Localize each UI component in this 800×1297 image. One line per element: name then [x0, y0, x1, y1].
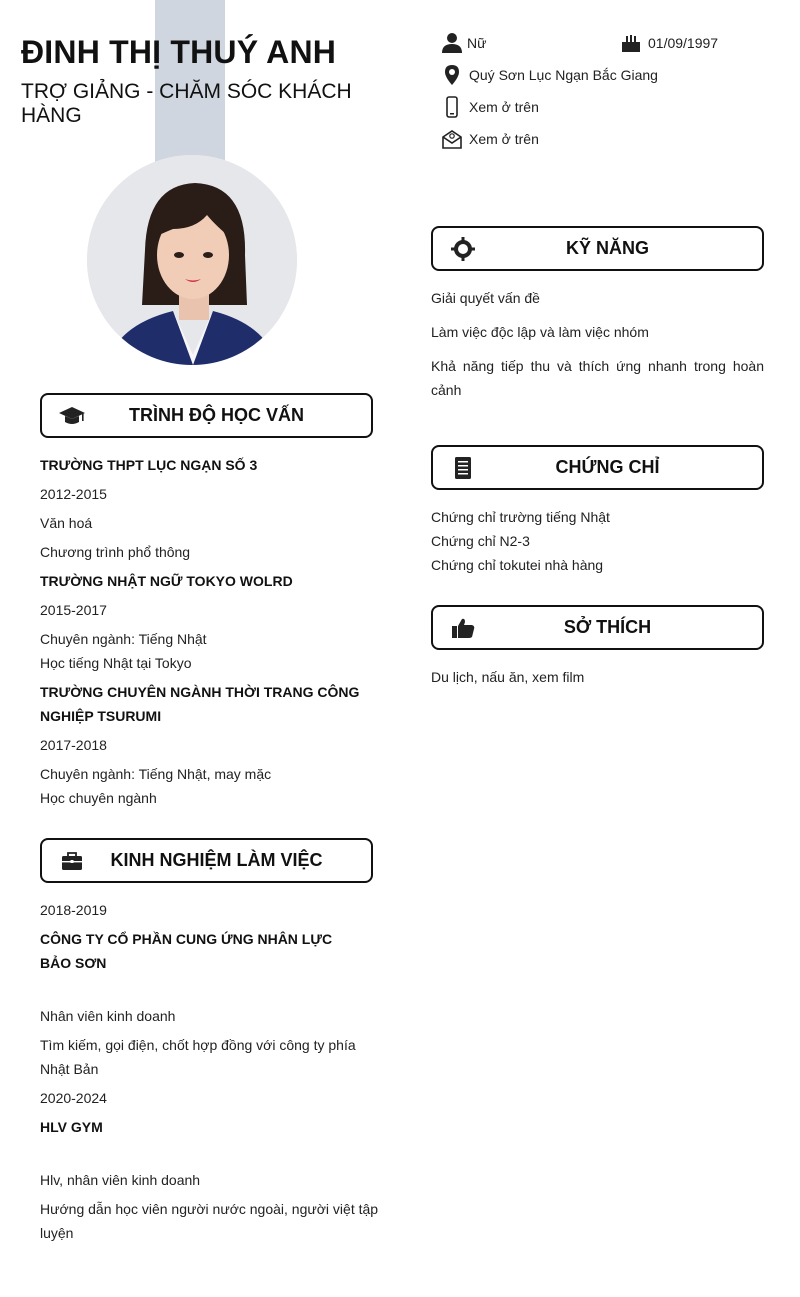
school-name: TRƯỜNG NHẬT NGỮ TOKYO WOLRD: [40, 573, 293, 589]
birthday-info: [620, 32, 718, 54]
person-icon: [441, 32, 463, 54]
certificates-title: CHỨNG CHỈ: [555, 457, 660, 477]
experience-header: [40, 838, 373, 883]
job-company: CÔNG TY CỔ PHẦN CUNG ỨNG NHÂN LỰC BẢO SƠN: [40, 931, 333, 971]
phone-icon: [441, 96, 463, 118]
document-icon: [449, 456, 477, 480]
phone-value: Xem ở trên: [469, 99, 539, 115]
school-period: 2017-2018: [40, 737, 107, 753]
experience-title: KINH NGHIỆM LÀM VIỆC: [110, 850, 323, 870]
job-position: Nhân viên kinh doanh: [40, 1008, 176, 1024]
job-position: Hlv, nhân viên kinh doanh: [40, 1172, 201, 1188]
school-major: Chuyên ngành: Tiếng Nhật: [40, 631, 207, 647]
thumbs-up-icon: [449, 616, 477, 640]
email-value: Xem ở trên: [469, 131, 539, 147]
school-major: Văn hoá: [40, 515, 93, 531]
skill-item: Làm việc độc lập và làm việc nhóm: [431, 324, 649, 340]
graduation-cap-icon: [58, 404, 86, 428]
envelope-icon: [441, 128, 463, 150]
candidate-name: ĐINH THỊ THUÝ ANH: [21, 34, 337, 70]
gear-icon: [449, 237, 477, 261]
job-description: Tìm kiếm, gọi điện, chốt hợp đồng với công ty phía Nhật Bản: [40, 1037, 356, 1077]
briefcase-icon: [58, 849, 86, 873]
skills-title: KỸ NĂNG: [565, 238, 649, 258]
certificate-item: Chứng chỉ N2-3: [431, 533, 530, 549]
school-detail: Chương trình phổ thông: [40, 544, 191, 560]
skills-header: [431, 226, 764, 271]
birthday-value: 01/09/1997: [648, 35, 719, 51]
school-detail: Học tiếng Nhật tại Tokyo: [40, 655, 192, 671]
skill-item: Khả năng tiếp thu và thích ứng nhanh trong hoàn cảnh: [431, 358, 764, 398]
certificate-item: Chứng chỉ trường tiếng Nhật: [431, 509, 610, 525]
education-title: TRÌNH ĐỘ HỌC VẤN: [129, 405, 304, 425]
hobbies-text: Du lịch, nấu ăn, xem film: [431, 669, 585, 685]
school-name: TRƯỜNG THPT LỤC NGẠN SỐ 3: [40, 457, 258, 473]
avatar: [87, 155, 297, 365]
education-header: [40, 393, 373, 438]
job-company: HLV GYM: [40, 1119, 103, 1135]
job-description: Hướng dẫn học viên người nước ngoài, người việt tập luyện: [40, 1201, 379, 1241]
skill-item: Giải quyết vấn đề: [431, 290, 540, 306]
candidate-role: TRỢ GIẢNG - CHĂM SÓC KHÁCH HÀNG: [21, 80, 352, 127]
gender-value: Nữ: [467, 35, 487, 51]
gender-info: [441, 32, 486, 54]
school-period: 2015-2017: [40, 602, 107, 618]
phone-info: [441, 96, 539, 118]
certificates-header: [431, 445, 764, 490]
address-value: Quý Sơn Lục Ngạn Bắc Giang: [469, 67, 658, 83]
certificate-item: Chứng chỉ tokutei nhà hàng: [431, 557, 604, 573]
hobbies-title: SỞ THÍCH: [563, 617, 652, 637]
school-name: TRƯỜNG CHUYÊN NGÀNH THỜI TRANG CÔNG NGHIỆP TSURUMI: [40, 684, 360, 724]
school-period: 2012-2015: [40, 486, 107, 502]
email-info: [441, 128, 539, 150]
cake-icon: [620, 32, 642, 54]
school-detail: Học chuyên ngành: [40, 790, 157, 806]
job-period: 2020-2024: [40, 1090, 107, 1106]
address-info: [441, 64, 658, 86]
hobbies-header: [431, 605, 764, 650]
location-pin-icon: [441, 64, 463, 86]
job-period: 2018-2019: [40, 902, 107, 918]
school-major: Chuyên ngành: Tiếng Nhật, may mặc: [40, 766, 272, 782]
